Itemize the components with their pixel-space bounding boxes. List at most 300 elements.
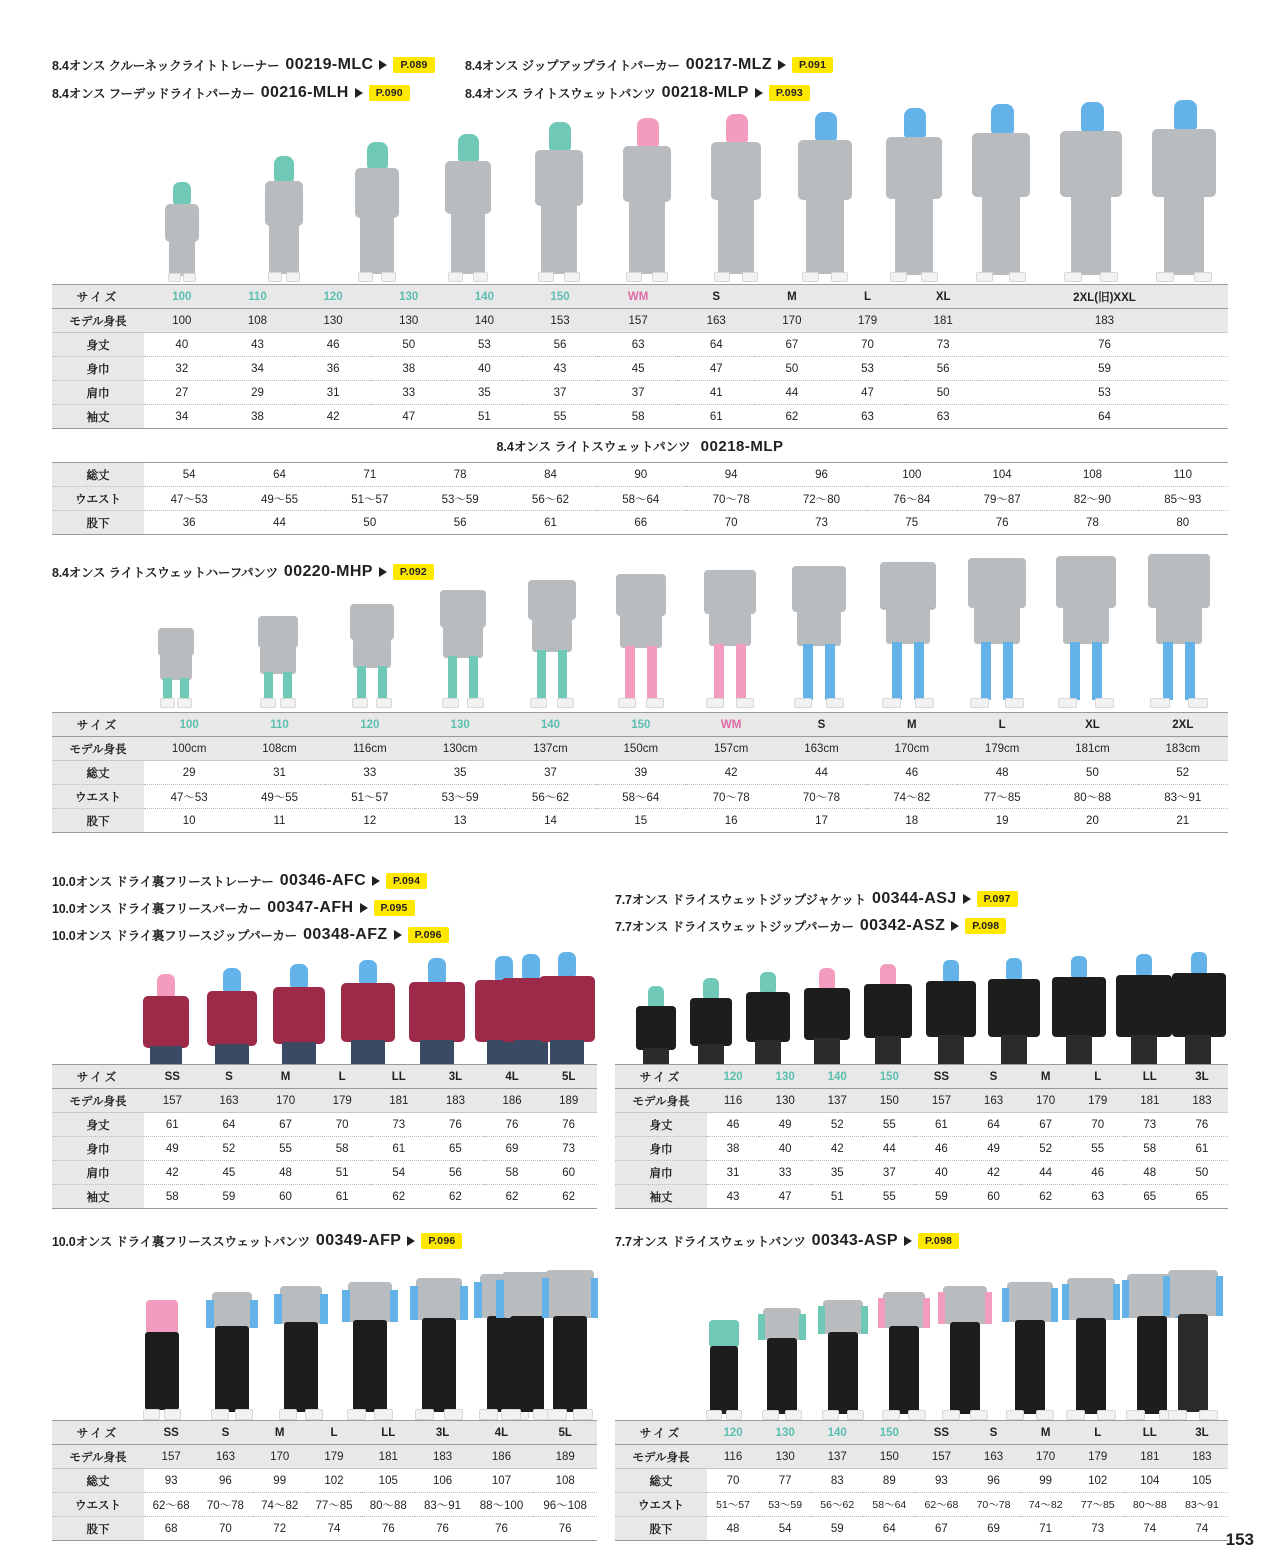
row-label: 袖丈 (615, 1185, 707, 1209)
cell: 130 (759, 1445, 811, 1469)
header-cell: M (253, 1421, 307, 1445)
table-row (52, 1089, 597, 1113)
cell: 63 (598, 333, 679, 357)
row-label: 総丈 (615, 1469, 707, 1493)
triangle-icon (755, 88, 763, 98)
cell: 69 (967, 1517, 1019, 1541)
table-header-row (52, 285, 1228, 309)
cell: 181 (361, 1445, 415, 1469)
cell: 47 (371, 405, 447, 429)
cell: 130 (371, 309, 447, 333)
cell: 40 (144, 333, 220, 357)
cell: 62 (1020, 1185, 1072, 1209)
cell: 32 (144, 357, 220, 381)
cell: 64 (967, 1113, 1019, 1137)
cell: 70 (314, 1113, 371, 1137)
cell: 33 (371, 381, 447, 405)
row-label: 総丈 (52, 1469, 144, 1493)
model-figure (687, 978, 735, 1064)
table-row (52, 381, 1228, 405)
table-row (615, 1137, 1228, 1161)
page-badge: P.091 (792, 57, 833, 73)
cell: 96〜108 (533, 1493, 597, 1517)
cell: 42 (686, 761, 776, 785)
table-row (52, 785, 1228, 809)
header-cell: 4L (470, 1421, 534, 1445)
header-cell: 140 (447, 285, 523, 309)
cell: 150 (863, 1089, 915, 1113)
triangle-icon (360, 903, 368, 913)
header-cell: 120 (707, 1421, 759, 1445)
row-label: 股下 (52, 809, 144, 833)
header-cell: S (678, 285, 754, 309)
cell: 29 (144, 761, 234, 785)
cell: 42 (295, 405, 371, 429)
cell: 51〜57 (325, 487, 415, 511)
cell: 76 (470, 1517, 534, 1541)
cell: 43 (220, 333, 296, 357)
cell: 47〜53 (144, 785, 234, 809)
table-row (52, 1517, 597, 1541)
header-cell: S (198, 1421, 252, 1445)
page-badge: P.097 (977, 891, 1018, 907)
cell: 78 (415, 463, 505, 487)
model-figure (1050, 556, 1122, 708)
table-row (52, 761, 1228, 785)
product-code: 00349-AFP (315, 1232, 402, 1249)
triangle-icon (963, 894, 971, 904)
cell: 31 (234, 761, 324, 785)
header-cell: 130 (759, 1421, 811, 1445)
header-cell: 120 (325, 713, 415, 737)
cell: 61 (1176, 1137, 1228, 1161)
cell: 37 (598, 381, 679, 405)
table-row (52, 333, 1228, 357)
model-figure (1113, 954, 1175, 1064)
cell: 40 (447, 357, 523, 381)
cell: 83〜91 (415, 1493, 469, 1517)
model-figure (530, 122, 588, 282)
row-label: モデル身長 (52, 309, 144, 333)
cell: 53 (830, 357, 906, 381)
cell: 183 (1176, 1445, 1228, 1469)
product-code: 00219-MLC (285, 56, 374, 73)
model-figure (542, 1270, 598, 1420)
cell: 80〜88 (1047, 785, 1137, 809)
page-badge: P.090 (369, 85, 410, 101)
model-figure (1142, 554, 1216, 708)
model-figure (610, 574, 672, 708)
cell: 61 (915, 1113, 967, 1137)
header-cell: 3L (415, 1421, 469, 1445)
product-desc: 8.4オンス ライトスウェットハーフパンツ (52, 566, 278, 580)
product-desc: 8.4オンス クルーネックライトトレーナー (52, 59, 280, 73)
section3-headings (52, 872, 449, 944)
cell: 18 (867, 809, 957, 833)
model-figure (140, 974, 192, 1064)
model-figure (701, 1320, 747, 1420)
cell: 55 (257, 1137, 314, 1161)
cell: 42 (967, 1161, 1019, 1185)
model-figure-strip-5 (52, 1270, 597, 1420)
model-figure (406, 958, 468, 1064)
cell: 34 (220, 357, 296, 381)
model-figure (877, 1292, 931, 1420)
table-header-row (52, 713, 1228, 737)
model-figure (801, 968, 853, 1064)
cell: 63 (1072, 1185, 1124, 1209)
cell: 58 (598, 405, 679, 429)
heading-row (52, 872, 449, 890)
cell: 76 (981, 333, 1228, 357)
cell: 20 (1047, 809, 1137, 833)
cell: 60 (257, 1185, 314, 1209)
model-figure-strip-1 (52, 110, 1228, 282)
cell: 46 (295, 333, 371, 357)
cell: 61 (314, 1185, 371, 1209)
cell: 70 (686, 511, 776, 535)
model-figure (1148, 100, 1220, 282)
cell: 53〜59 (415, 487, 505, 511)
product-code: 00344-ASJ (872, 890, 957, 907)
cell: 100 (867, 463, 957, 487)
cell: 51 (447, 405, 523, 429)
header-cell: L (314, 1065, 371, 1089)
cell: 76〜84 (867, 487, 957, 511)
header-cell: 120 (707, 1065, 759, 1089)
model-figure (260, 156, 308, 282)
cell: 11 (234, 809, 324, 833)
header-cell: 3L (1176, 1065, 1228, 1089)
product-code: 00347-AFH (267, 899, 354, 916)
cell: 66 (596, 511, 686, 535)
cell: 73 (1072, 1517, 1124, 1541)
cell: 157cm (686, 737, 776, 761)
section6-heading (615, 1232, 959, 1250)
triangle-icon (372, 876, 380, 886)
cell: 74 (1124, 1517, 1176, 1541)
cell: 43 (522, 357, 598, 381)
table-row (615, 1089, 1228, 1113)
model-figure (633, 986, 679, 1064)
table-row (52, 357, 1228, 381)
header-cell: M (257, 1065, 314, 1089)
table-row (52, 1113, 597, 1137)
row-label: ウエスト (52, 785, 144, 809)
model-figure (1163, 1270, 1223, 1420)
cell: 59 (915, 1185, 967, 1209)
cell: 38 (707, 1137, 759, 1161)
cell: 80 (1138, 511, 1228, 535)
cell: 78 (1047, 511, 1137, 535)
cell: 64 (863, 1517, 915, 1541)
row-label: 身丈 (615, 1113, 707, 1137)
header-cell: 2XL(旧)XXL (981, 285, 1228, 309)
cell: 150cm (596, 737, 686, 761)
model-figure (1049, 956, 1109, 1064)
model-figure (786, 566, 852, 708)
cell: 108 (533, 1469, 597, 1493)
cell: 116 (707, 1089, 759, 1113)
cell: 70 (198, 1517, 252, 1541)
model-figure (252, 616, 304, 708)
cell: 43 (707, 1185, 759, 1209)
subsection-title (52, 429, 1228, 462)
model-figure (1056, 102, 1126, 282)
row-label: 身丈 (52, 333, 144, 357)
cell: 183 (427, 1089, 484, 1113)
product-desc: 8.4オンス ライトスウェットパンツ (496, 440, 691, 454)
cell: 62 (484, 1185, 541, 1209)
product-desc: 10.0オンス ドライ裏フリーストレーナー (52, 875, 274, 889)
table-row (615, 1161, 1228, 1185)
row-label: ウエスト (615, 1493, 707, 1517)
cell: 76 (957, 511, 1047, 535)
cell: 153 (522, 309, 598, 333)
row-label: 総丈 (52, 463, 144, 487)
table-row (615, 1185, 1228, 1209)
cell: 163 (967, 1445, 1019, 1469)
product-code: 00218-MLP (661, 84, 749, 101)
cell: 31 (295, 381, 371, 405)
cell: 35 (415, 761, 505, 785)
page-badge: P.089 (393, 57, 434, 73)
cell: 157 (915, 1445, 967, 1469)
page-badge: P.098 (965, 918, 1006, 934)
cell: 56 (522, 333, 598, 357)
cell: 181 (1124, 1089, 1176, 1113)
cell: 183 (981, 309, 1228, 333)
model-figure (962, 558, 1032, 708)
header-cell: L (307, 1421, 361, 1445)
header-cell: SS (144, 1421, 198, 1445)
cell: 49 (759, 1113, 811, 1137)
cell: 116 (707, 1445, 759, 1469)
cell: 163 (967, 1089, 1019, 1113)
heading-row (52, 84, 435, 102)
cell: 82〜90 (1047, 487, 1137, 511)
cell: 55 (1072, 1137, 1124, 1161)
cell: 38 (371, 357, 447, 381)
header-cell: 140 (505, 713, 595, 737)
cell: 163cm (776, 737, 866, 761)
header-cell: 130 (759, 1065, 811, 1089)
cell: 76 (533, 1517, 597, 1541)
cell: 179cm (957, 737, 1047, 761)
header-cell: 150 (863, 1421, 915, 1445)
cell: 56〜62 (505, 487, 595, 511)
product-code: 00220-MHP (283, 563, 373, 580)
header-cell: SS (915, 1421, 967, 1445)
table-row (52, 809, 1228, 833)
header-cell: LL (361, 1421, 415, 1445)
model-figure (344, 604, 400, 708)
cell: 55 (863, 1185, 915, 1209)
cell: 83〜91 (1176, 1493, 1228, 1517)
cell: 47 (678, 357, 754, 381)
header-cell: 3L (1176, 1421, 1228, 1445)
header-cell: L (1072, 1065, 1124, 1089)
header-cell: サイズ (615, 1421, 707, 1445)
cell: 73 (371, 1113, 428, 1137)
header-cell: サイズ (52, 1065, 144, 1089)
header-cell: S (201, 1065, 258, 1089)
heading-row (52, 926, 449, 944)
cell: 44 (776, 761, 866, 785)
model-figure (937, 1286, 993, 1420)
cell: 70〜78 (686, 487, 776, 511)
heading-row (52, 899, 449, 917)
cell: 110 (1138, 463, 1228, 487)
model-figure (1171, 952, 1227, 1064)
table-row (52, 1161, 597, 1185)
cell: 73 (1124, 1113, 1176, 1137)
model-figure-strip-4 (615, 950, 1228, 1064)
size-table-4 (615, 1064, 1228, 1209)
cell: 67 (754, 333, 830, 357)
header-cell: 130 (371, 285, 447, 309)
table-row (615, 1113, 1228, 1137)
triangle-icon (778, 60, 786, 70)
model-figure (618, 118, 676, 282)
size-table-3 (52, 1064, 597, 1209)
header-cell: 150 (522, 285, 598, 309)
cell: 64 (234, 463, 324, 487)
header-cell: XL (905, 285, 981, 309)
cell: 61 (505, 511, 595, 535)
cell: 67 (257, 1113, 314, 1137)
product-desc: 7.7オンス ドライスウェットジップパーカー (615, 920, 854, 934)
cell: 179 (307, 1445, 361, 1469)
cell: 74〜82 (1020, 1493, 1072, 1517)
cell: 21 (1138, 809, 1228, 833)
cell: 170 (754, 309, 830, 333)
cell: 44 (863, 1137, 915, 1161)
cell: 157 (915, 1089, 967, 1113)
cell: 47〜53 (144, 487, 234, 511)
cell: 105 (1176, 1469, 1228, 1493)
model-figure (204, 968, 260, 1064)
cell: 52 (1020, 1137, 1072, 1161)
cell: 62 (540, 1185, 597, 1209)
cell: 49 (144, 1137, 201, 1161)
cell: 17 (776, 809, 866, 833)
table-row (615, 1469, 1228, 1493)
table-row (615, 1493, 1228, 1517)
row-label: ウエスト (52, 487, 144, 511)
header-cell: 110 (234, 713, 324, 737)
table-header-row (52, 1065, 597, 1089)
row-label: 肩巾 (52, 1161, 144, 1185)
product-code: 00217-MLZ (685, 56, 773, 73)
cell: 70 (707, 1469, 759, 1493)
table-row (52, 309, 1228, 333)
section1-headings-right (465, 56, 833, 102)
cell: 79〜87 (957, 487, 1047, 511)
model-figure (968, 104, 1034, 282)
cell: 75 (867, 511, 957, 535)
cell: 67 (915, 1517, 967, 1541)
cell: 41 (678, 381, 754, 405)
header-cell: 100 (144, 285, 220, 309)
cell: 170cm (867, 737, 957, 761)
cell: 96 (198, 1469, 252, 1493)
model-figure (985, 958, 1043, 1064)
cell: 93 (915, 1469, 967, 1493)
header-cell: 100 (144, 713, 234, 737)
model-figure (757, 1308, 807, 1420)
cell: 61 (144, 1113, 201, 1137)
row-label: 身巾 (52, 357, 144, 381)
cell: 71 (325, 463, 415, 487)
cell: 163 (678, 309, 754, 333)
header-cell: L (830, 285, 906, 309)
cell: 102 (307, 1469, 361, 1493)
model-figure (874, 562, 942, 708)
header-cell: LL (1124, 1065, 1176, 1089)
cell: 157 (144, 1445, 198, 1469)
cell: 157 (598, 309, 679, 333)
header-cell: 140 (811, 1065, 863, 1089)
cell: 56 (905, 357, 981, 381)
heading-row (615, 1232, 959, 1250)
cell: 55 (863, 1113, 915, 1137)
heading-row (465, 84, 833, 102)
cell: 73 (905, 333, 981, 357)
cell: 46 (1072, 1161, 1124, 1185)
row-label: 袖丈 (52, 1185, 144, 1209)
table-row (615, 1445, 1228, 1469)
cell: 74〜82 (867, 785, 957, 809)
cell: 183cm (1138, 737, 1228, 761)
cell: 181 (1124, 1445, 1176, 1469)
cell: 48 (1124, 1161, 1176, 1185)
model-figure (204, 1292, 260, 1420)
product-desc: 7.7オンス ドライスウェットジップジャケット (615, 893, 867, 907)
section1-headings (52, 56, 435, 102)
cell: 76 (427, 1113, 484, 1137)
cell: 31 (707, 1161, 759, 1185)
table-row (52, 487, 1228, 511)
header-cell: サイズ (52, 713, 144, 737)
cell: 44 (234, 511, 324, 535)
cell: 70 (1072, 1113, 1124, 1137)
model-figure-strip-3 (52, 952, 597, 1064)
header-cell: サイズ (52, 1421, 144, 1445)
header-cell: M (754, 285, 830, 309)
cell: 74〜82 (253, 1493, 307, 1517)
cell: 93 (144, 1469, 198, 1493)
cell: 15 (596, 809, 686, 833)
cell: 72〜80 (776, 487, 866, 511)
product-code: 00216-MLH (260, 84, 349, 101)
cell: 130 (759, 1089, 811, 1113)
cell: 105 (361, 1469, 415, 1493)
cell: 170 (253, 1445, 307, 1469)
cell: 33 (759, 1161, 811, 1185)
cell: 40 (915, 1161, 967, 1185)
page-badge: P.095 (374, 900, 415, 916)
cell: 47 (759, 1185, 811, 1209)
cell: 84 (505, 463, 595, 487)
cell: 51〜57 (325, 785, 415, 809)
cell: 35 (447, 381, 523, 405)
triangle-icon (407, 1236, 415, 1246)
cell: 62 (754, 405, 830, 429)
cell: 63 (905, 405, 981, 429)
table-header-row (615, 1065, 1228, 1089)
cell: 74 (1176, 1517, 1228, 1541)
